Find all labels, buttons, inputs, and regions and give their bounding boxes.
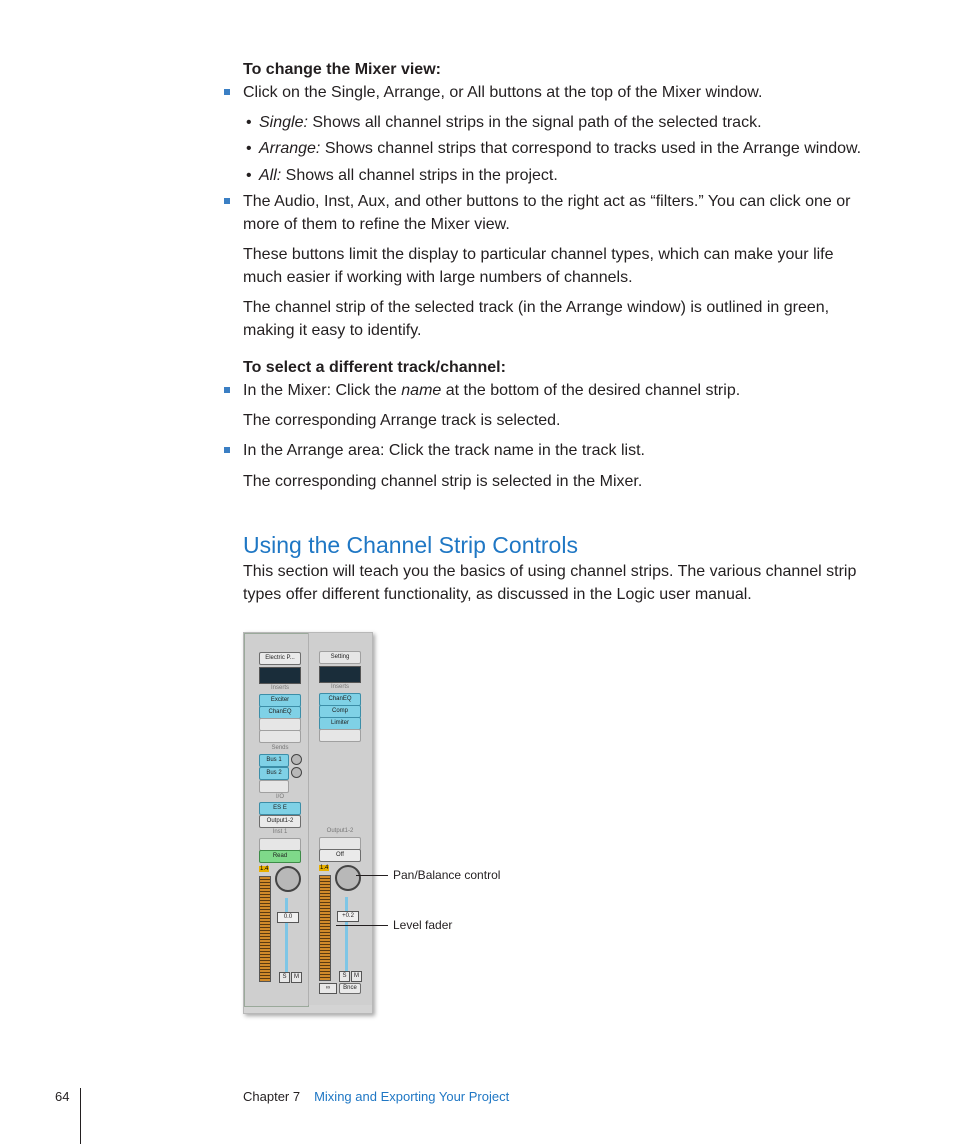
fader-track[interactable] — [345, 897, 348, 979]
group-label: Inst 1 — [272, 829, 288, 835]
solo-button[interactable]: S — [279, 972, 290, 983]
callout-line-pan — [356, 875, 388, 876]
page-number: 64 — [55, 1089, 70, 1104]
send-level-knob[interactable] — [291, 754, 302, 765]
automation-mode-button[interactable]: Off — [319, 849, 361, 862]
sub-bullet-arrange: Arrange: Shows channel strips that correspond to tracks used in the Arrange window. — [259, 140, 862, 157]
insert-slot-comp[interactable]: Comp — [319, 705, 361, 718]
fader-track[interactable] — [285, 898, 288, 980]
send-slot-bus2[interactable]: Bus 2 — [259, 767, 289, 780]
callout-pan-balance: Pan/Balance control — [393, 868, 501, 882]
bullet-square — [224, 387, 230, 393]
output-slot[interactable]: Output1-2 — [259, 815, 301, 828]
insert-slot-chaneq[interactable]: ChanEQ — [259, 706, 301, 719]
callout-line-fader — [336, 925, 388, 926]
pan-knob[interactable] — [275, 866, 301, 892]
setting-button[interactable]: Setting — [319, 651, 361, 664]
paragraph: types offer different functionality, as discussed in the Logic user manual. — [243, 586, 752, 603]
output-label: Output1-2 — [326, 828, 354, 834]
pan-knob[interactable] — [335, 865, 361, 891]
level-fader-cap[interactable]: +0.2 — [337, 911, 359, 922]
sub-bullet-single: Single: Shows all channel strips in the signal path of the selected track. — [259, 114, 762, 131]
channel-strip-electric-piano — [244, 633, 309, 1007]
link-icon[interactable]: ∞ — [319, 983, 337, 994]
solo-button[interactable]: S — [339, 971, 350, 982]
automation-mode-button[interactable]: Read — [259, 850, 301, 863]
callout-level-fader: Level fader — [393, 918, 453, 932]
sub-bullet-all: All: Shows all channel strips in the project. — [259, 167, 558, 184]
bullet-square — [224, 198, 230, 204]
channel-strip-output — [308, 633, 372, 1005]
sub-bullet: • — [246, 114, 252, 131]
bullet-square — [224, 89, 230, 95]
section-title: Using the Channel Strip Controls — [243, 532, 578, 558]
paragraph: The corresponding Arrange track is selected. — [243, 412, 561, 429]
insert-slot-chaneq[interactable]: ChanEQ — [319, 693, 361, 706]
send-slot-bus1[interactable]: Bus 1 — [259, 754, 289, 767]
eq-display[interactable] — [259, 667, 301, 684]
mixer-figure — [243, 632, 373, 1014]
bullet-square — [224, 447, 230, 453]
paragraph: This section will teach you the basics of using channel strips. The various channel strip — [243, 563, 857, 580]
paragraph: making it easy to identify. — [243, 322, 422, 339]
paragraph: The channel strip of the selected track (in the Arrange window) is outlined in green, — [243, 299, 830, 316]
footer-chapter: Chapter 7 Mixing and Exporting Your Project — [243, 1089, 510, 1104]
footer-rule — [80, 1088, 81, 1144]
send-slot-empty[interactable] — [259, 780, 289, 793]
paragraph: much easier if working with large numbers of channels. — [243, 269, 633, 286]
inserts-label: Inserts — [270, 685, 289, 691]
insert-slot-limiter[interactable]: Limiter — [319, 717, 361, 730]
io-label: I/O — [275, 794, 284, 800]
bullet-text: Click on the Single, Arrange, or All buttons at the top of the Mixer window. — [243, 84, 763, 101]
sub-bullet: • — [246, 167, 252, 184]
sends-label: Sends — [271, 745, 289, 751]
bounce-button[interactable]: Bnce — [339, 983, 361, 994]
sub-bullet: • — [246, 140, 252, 157]
bullet-text: more of them to refine the Mixer view. — [243, 216, 510, 233]
bullet-text: The Audio, Inst, Aux, and other buttons to the right act as “filters.” You can click one or — [243, 193, 851, 210]
send-level-knob[interactable] — [291, 767, 302, 778]
mute-button[interactable]: M — [351, 971, 362, 982]
section-heading-mixer-view: To change the Mixer view: — [243, 61, 441, 78]
bullet-text: In the Arrange area: Click the track name in the track list. — [243, 442, 645, 459]
inserts-label: Inserts — [330, 684, 349, 690]
eq-display[interactable] — [319, 666, 361, 683]
level-meter — [319, 875, 331, 981]
setting-button[interactable]: Electric P... — [259, 652, 301, 665]
mute-button[interactable]: M — [291, 972, 302, 983]
paragraph: These buttons limit the display to particular channel types, which can make your life — [243, 246, 834, 263]
peak-display: 1.4 — [320, 865, 329, 871]
section-heading-select-track: To select a different track/channel: — [243, 359, 506, 376]
paragraph: The corresponding channel strip is selected in the Mixer. — [243, 473, 643, 490]
bullet-text: In the Mixer: Click the name at the bottom of the desired channel strip. — [243, 382, 741, 399]
insert-slot-empty[interactable] — [319, 729, 361, 742]
insert-slot-empty[interactable] — [259, 730, 301, 743]
level-fader-cap[interactable]: 0.0 — [277, 912, 299, 923]
peak-display: 1.4 — [260, 866, 269, 872]
input-slot[interactable]: ES E — [259, 802, 301, 815]
level-meter — [259, 876, 271, 982]
insert-slot-exciter[interactable]: Exciter — [259, 694, 301, 707]
